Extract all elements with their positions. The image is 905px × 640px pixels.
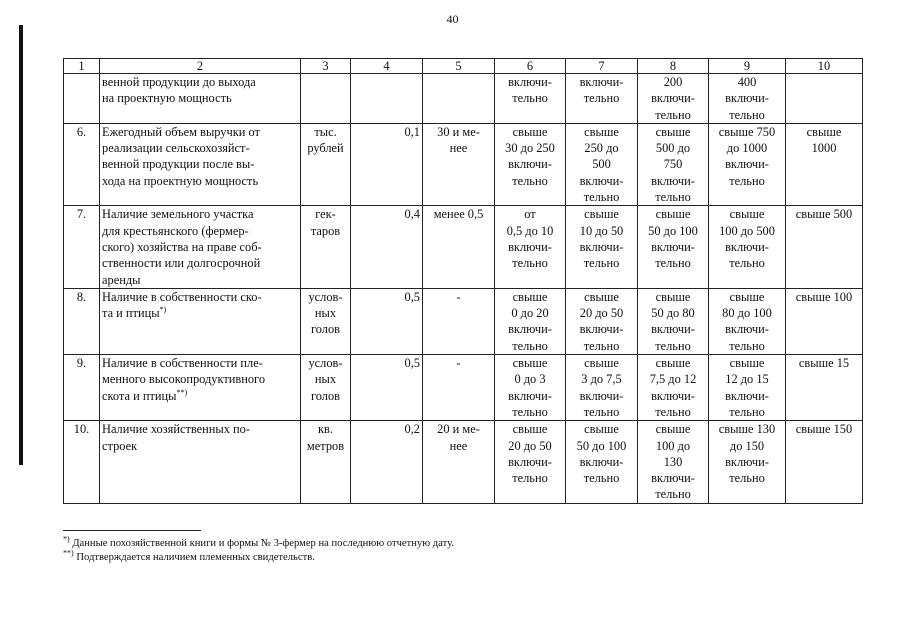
table-cell <box>100 206 301 288</box>
footnote-mark: **) <box>63 548 74 558</box>
cell-line: свыше <box>512 422 548 437</box>
cell-line: свыше <box>729 207 765 222</box>
cell-line: менее 0,5 <box>433 207 484 222</box>
cell-line: услов- <box>308 289 343 304</box>
footnotes <box>63 534 454 565</box>
cell-line: - <box>456 356 461 371</box>
footnote-mark: *) <box>159 305 167 315</box>
cell-line: 500 <box>592 157 611 172</box>
column-header: 6 <box>495 59 566 74</box>
cell-line: реализации сельскохозяйст- <box>102 141 250 156</box>
table-cell <box>566 355 638 421</box>
cell-line: тельно <box>583 404 620 419</box>
cell-line: 100 до <box>655 438 691 453</box>
table-cell <box>786 355 863 421</box>
cell-line: 30 и ме- <box>437 124 480 139</box>
cell-line: включи- <box>651 388 695 403</box>
table-cell <box>301 355 351 421</box>
table-cell <box>301 421 351 503</box>
cell-line: включи- <box>579 388 624 403</box>
cell-line: ского) хозяйства на праве соб- <box>102 239 262 254</box>
table-cell <box>100 421 301 503</box>
cell-line: свыше <box>512 289 548 304</box>
cell-line: Наличие земельного участка <box>102 207 254 222</box>
cell-line: 12 до 15 <box>725 372 769 387</box>
table-cell <box>423 288 495 354</box>
cell-line: аренды <box>102 272 141 287</box>
cell-line: свыше <box>806 124 842 139</box>
cell-line: свыше <box>655 124 691 139</box>
table-row <box>64 123 863 205</box>
cell-line: включи- <box>508 75 552 89</box>
cell-line: 0 до 20 <box>511 306 549 321</box>
table-cell <box>423 74 495 124</box>
table-cell <box>566 421 638 503</box>
table-row <box>64 288 863 354</box>
cell-line: включи- <box>579 75 624 89</box>
table-cell <box>423 206 495 288</box>
cell-line: свыше <box>655 207 691 222</box>
cell-line: 1000 <box>811 141 837 156</box>
cell-line: включи- <box>725 91 769 106</box>
cell-line: для крестьянского (фермер- <box>102 223 249 238</box>
cell-line: свыше <box>512 124 548 139</box>
cell-line: свыше <box>584 289 619 304</box>
cell-line: 200 <box>663 75 683 89</box>
footnote-mark: *) <box>63 534 70 544</box>
table-cell <box>495 355 566 421</box>
cell-line: 20 и ме- <box>437 422 480 437</box>
table-cell: 10. <box>64 421 100 503</box>
table-cell <box>423 421 495 503</box>
table-cell <box>100 123 301 205</box>
cell-line: 50 до 100 <box>648 223 698 238</box>
cell-line: скота и птицы <box>102 388 177 403</box>
table-cell <box>638 288 709 354</box>
cell-line: ственности или долгосрочной <box>102 256 261 271</box>
table-cell <box>786 206 863 288</box>
cell-line: тельно <box>729 173 765 188</box>
cell-line: 7,5 до 12 <box>649 372 697 387</box>
table-cell: 0,4 <box>351 206 423 288</box>
cell-line: включи- <box>579 454 624 469</box>
cell-line: тельно <box>655 190 691 205</box>
cell-line: включи- <box>651 322 695 337</box>
cell-line: услов- <box>308 356 343 371</box>
cell-line: тельно <box>729 107 765 122</box>
table-header-row <box>64 59 863 74</box>
cell-line: тельно <box>512 173 548 188</box>
cell-line: свыше <box>729 289 765 304</box>
cell-line: до 150 <box>729 438 765 453</box>
cell-line: включи- <box>651 173 695 188</box>
cell-line: включи- <box>725 454 769 469</box>
cell-line: свыше <box>584 207 619 222</box>
table-cell <box>709 123 786 205</box>
cell-line: 0 до 3 <box>514 372 546 387</box>
cell-line: голов <box>310 388 341 403</box>
cell-line: - <box>456 289 461 304</box>
table-cell <box>301 288 351 354</box>
cell-line: свыше <box>584 124 619 139</box>
table-cell <box>786 123 863 205</box>
cell-line: тельно <box>729 404 765 419</box>
cell-line: голов <box>310 322 341 337</box>
footnote-text: Подтверждается наличием племенных свидетельств. <box>73 552 315 563</box>
cell-line: тельно <box>583 91 620 106</box>
table-cell: 0,5 <box>351 288 423 354</box>
column-header: 10 <box>786 59 863 74</box>
column-header: 4 <box>351 59 423 74</box>
table-cell <box>495 123 566 205</box>
table-cell <box>495 421 566 503</box>
cell-line: включи- <box>725 388 769 403</box>
cell-line: рублей <box>307 141 344 156</box>
cell-line: тыс. <box>314 124 337 139</box>
table-cell <box>786 74 863 124</box>
table-cell <box>100 355 301 421</box>
cell-line: свыше 15 <box>798 356 850 371</box>
table-cell <box>709 421 786 503</box>
cell-line: кв. <box>318 422 333 437</box>
cell-line: свыше <box>512 356 548 371</box>
table-cell: 0,5 <box>351 355 423 421</box>
table-cell <box>100 288 301 354</box>
cell-line: тельно <box>655 338 691 353</box>
cell-line: включи- <box>725 322 769 337</box>
cell-line: 30 до 250 <box>505 141 555 156</box>
cell-line: венной продукции после вы- <box>102 157 255 172</box>
cell-line: 3 до 7,5 <box>581 372 622 387</box>
cell-line: включи- <box>579 239 624 254</box>
table-cell <box>64 74 100 124</box>
cell-line: свыше <box>584 422 619 437</box>
column-header: 3 <box>301 59 351 74</box>
cell-line: ных <box>314 306 337 321</box>
cell-line: тельно <box>583 338 620 353</box>
table-cell <box>638 74 709 124</box>
table-cell <box>638 355 709 421</box>
footnote <box>63 534 454 551</box>
table-cell <box>301 206 351 288</box>
cell-line: свыше 150 <box>795 422 853 437</box>
cell-line: включи- <box>508 322 552 337</box>
table-cell <box>301 123 351 205</box>
cell-line: 50 до 100 <box>576 438 627 453</box>
cell-line: включи- <box>579 322 624 337</box>
table-cell: 0,2 <box>351 421 423 503</box>
cell-line: та и птицы <box>102 306 160 321</box>
cell-line: 20 до 50 <box>508 438 552 453</box>
table-cell <box>566 74 638 124</box>
cell-line: 250 до <box>584 141 619 156</box>
cell-line: включи- <box>725 157 769 172</box>
cell-line: венной продукции до выхода <box>102 75 256 89</box>
cell-line: таров <box>310 223 341 238</box>
footnote-mark: **) <box>176 387 188 397</box>
cell-line: включи- <box>651 239 695 254</box>
cell-line: 50 до 80 <box>651 306 695 321</box>
cell-line: менного высокопродуктивного <box>102 372 266 387</box>
cell-line: включи- <box>508 388 552 403</box>
cell-line: свыше 100 <box>795 289 853 304</box>
cell-line: тельно <box>655 404 691 419</box>
cell-line: тельно <box>655 256 691 271</box>
cell-line: метров <box>306 438 345 453</box>
cell-line: свыше 130 <box>718 422 776 437</box>
cell-line: нее <box>449 438 468 453</box>
cell-line: на проектную мощность <box>102 91 232 106</box>
cell-line: 0,5 до 10 <box>506 223 554 238</box>
page-number: 40 <box>446 12 459 26</box>
cell-line: включи- <box>508 157 552 172</box>
table-row <box>64 206 863 288</box>
cell-line: 20 до 50 <box>579 306 624 321</box>
cell-line: тельно <box>655 487 691 502</box>
cell-line: хода на проектную мощность <box>102 173 259 188</box>
table-cell <box>566 123 638 205</box>
cell-line: тельно <box>512 256 548 271</box>
cell-line: тельно <box>729 338 765 353</box>
cell-line: включи- <box>651 91 695 106</box>
table-cell: 9. <box>64 355 100 421</box>
column-header: 1 <box>64 59 100 74</box>
table-cell <box>100 74 301 124</box>
cell-line: свыше 500 <box>795 207 853 222</box>
cell-line: ных <box>314 372 337 387</box>
cell-line: 100 до 500 <box>719 223 775 238</box>
table-cell <box>495 206 566 288</box>
cell-line: тельно <box>729 256 765 271</box>
table-cell: 0,1 <box>351 123 423 205</box>
table-cell <box>709 288 786 354</box>
cell-line: тельно <box>512 91 548 106</box>
table-cell <box>709 206 786 288</box>
cell-line: свыше <box>655 422 691 437</box>
table-cell <box>786 421 863 503</box>
cell-line: свыше <box>655 356 691 371</box>
cell-line: от <box>524 207 536 222</box>
table-cell <box>709 74 786 124</box>
footnote-text: Данные похозяйственной книги и формы № 3-фермер на последнюю отчетную дату. <box>69 538 454 549</box>
table-cell <box>566 288 638 354</box>
table-cell <box>301 74 351 124</box>
cell-line: 10 до 50 <box>579 223 624 238</box>
table-row <box>64 355 863 421</box>
cell-line: свыше <box>584 356 619 371</box>
table-cell <box>566 206 638 288</box>
table-row <box>64 421 863 503</box>
cell-line: 400 <box>737 75 757 89</box>
cell-line: тельно <box>655 107 691 122</box>
cell-line: включи- <box>508 454 552 469</box>
footnote-rule <box>63 530 201 531</box>
cell-line: свыше 750 <box>718 124 776 139</box>
cell-line: Наличие хозяйственных по- <box>102 422 250 437</box>
column-header: 5 <box>423 59 495 74</box>
cell-line: тельно <box>583 471 620 486</box>
cell-line: Наличие в собственности ско- <box>102 289 262 304</box>
cell-line: тельно <box>583 190 620 205</box>
table-cell <box>638 123 709 205</box>
footnote <box>63 548 454 565</box>
cell-line: Наличие в собственности пле- <box>102 356 263 371</box>
cell-line: нее <box>449 141 468 156</box>
column-header: 2 <box>100 59 301 74</box>
cell-line: 80 до 100 <box>722 306 772 321</box>
cell-line: включи- <box>725 239 769 254</box>
column-header: 8 <box>638 59 709 74</box>
cell-line: Ежегодный объем выручки от <box>102 124 260 139</box>
cell-line: тельно <box>512 404 548 419</box>
table-cell: 6. <box>64 123 100 205</box>
table-cell: 7. <box>64 206 100 288</box>
cell-line: свыше <box>729 356 765 371</box>
table-cell <box>495 288 566 354</box>
table-cell <box>638 206 709 288</box>
cell-line: включи- <box>651 471 695 486</box>
table-cell: 8. <box>64 288 100 354</box>
table-cell <box>638 421 709 503</box>
cell-line: тельно <box>583 256 620 271</box>
cell-line: тельно <box>512 338 548 353</box>
table-row <box>64 74 863 124</box>
table-cell <box>423 355 495 421</box>
cell-line: включи- <box>508 239 552 254</box>
cell-line: 500 до <box>655 141 691 156</box>
margin-bar <box>19 25 23 465</box>
column-header: 7 <box>566 59 638 74</box>
table-cell <box>786 288 863 354</box>
cell-line: строек <box>102 438 138 453</box>
criteria-table <box>63 58 863 504</box>
column-header: 9 <box>709 59 786 74</box>
cell-line: до 1000 <box>726 141 768 156</box>
cell-line: гек- <box>315 207 336 222</box>
cell-line: включи- <box>579 173 624 188</box>
cell-line: тельно <box>512 471 548 486</box>
table-cell <box>709 355 786 421</box>
table-cell <box>423 123 495 205</box>
cell-line: свыше <box>655 289 691 304</box>
cell-line: тельно <box>729 471 765 486</box>
table-cell <box>495 74 566 124</box>
cell-line: 130 <box>663 454 683 469</box>
cell-line: 750 <box>663 157 683 172</box>
table-cell <box>351 74 423 124</box>
